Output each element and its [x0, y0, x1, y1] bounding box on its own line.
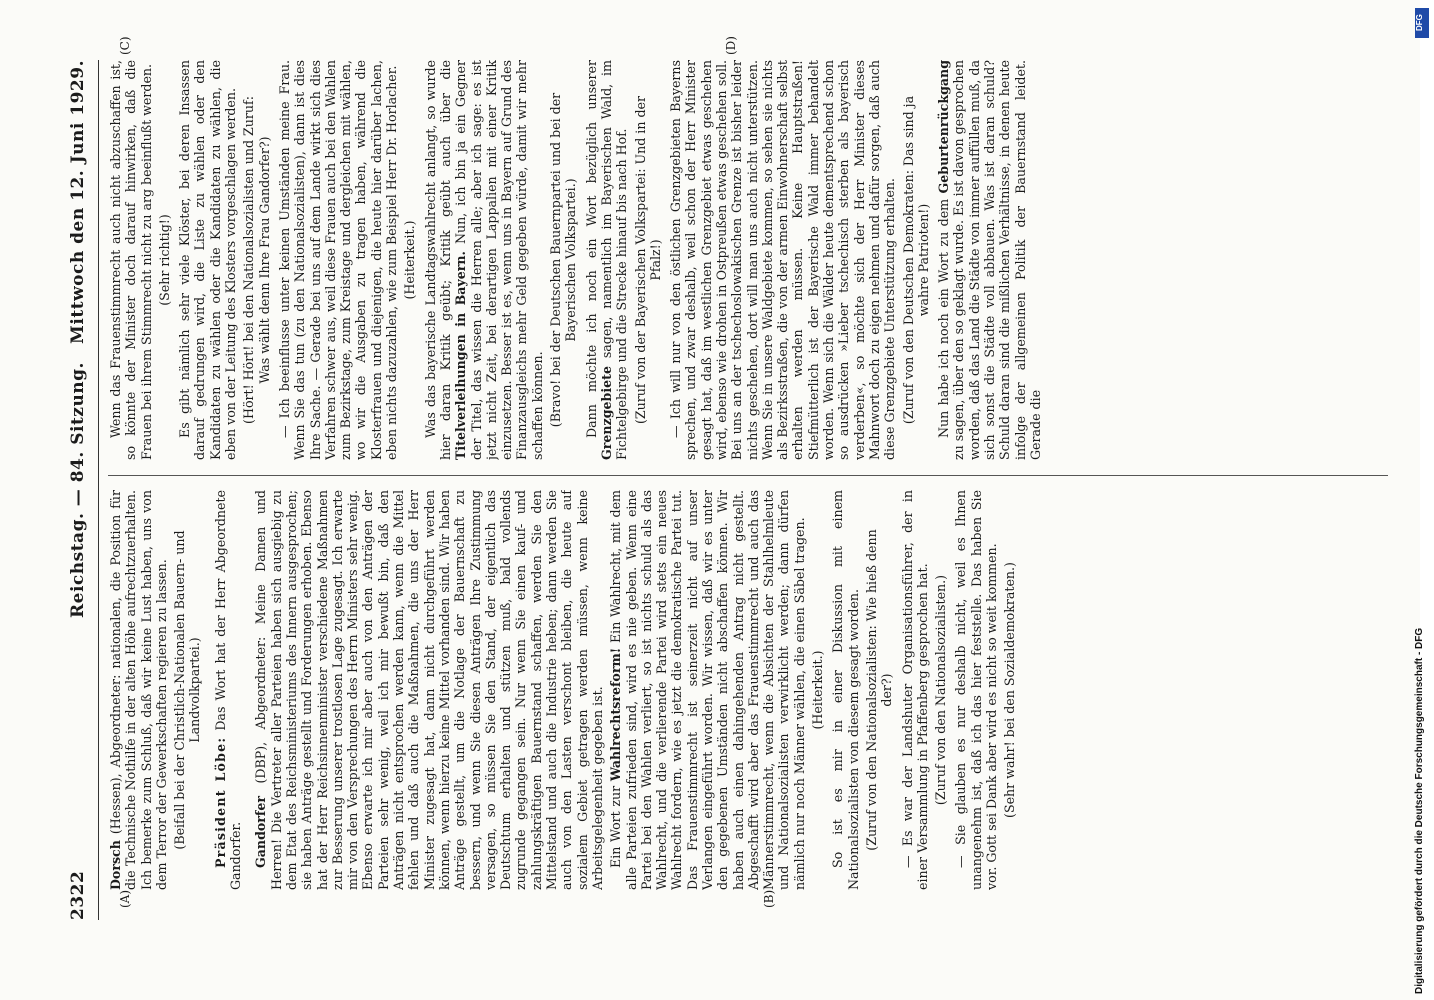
president-label: Präsident Löbe: — [212, 736, 228, 868]
paragraph — [213, 490, 244, 890]
paragraph — [108, 490, 169, 890]
paragraph-text: Nun, ich bin ja ein Gegner der Titel, das wissen die Herren alle; aber ich sage: es ist jetzt nicht Zeit, bei derartigen Lappalien mit einer Kritik einzusetzen. Besser ist es, wenn uns in Bayern auf Grund des Finanzausgleichs mehr Geld gegeben würde, damit wir mehr schaffen können. — [453, 60, 545, 460]
paragraph-text: nationalen, die Position für die Technische Nothilfe in der alten Höhe aufrechtzuerhalten. Ich bemerke zum Schluß, daß wir keine Lust haben, uns von dem Terror der Gewerkschaften regieren zu lassen. — [108, 490, 169, 890]
paragraph: Es gibt nämlich sehr viele Klöster, bei deren Insassen darauf gedrungen wird, die Liste zu wählen oder den Kandidaten zu wählen oder die Kandidaten zu wählen, die eben von der Leitung des Klosters vorgeschlagen werden. — [177, 60, 239, 460]
paragraph: Wenn das Frauenstimmrecht auch nicht abzuschaffen ist, so könnte der Minister doch darauf hinwirken, daß die Frauen bei ihrem Stimmrecht nicht zu arg beeinflußt werden. — [108, 60, 154, 460]
bold-term: Wahlrechtsreform! — [608, 647, 624, 782]
paragraph: — Es war der Landshuter Organisationsführer, der in einer Versammlung in Pfaffenberg gesprochen hat. — [899, 490, 930, 890]
paragraph: — Sie glauben es nur deshalb nicht, weil es Ihnen unangenehm ist, daß ich das hier feststelle. Das haben Sie vor. Gott sei Dank aber wird es nicht so weit kommen. — [953, 490, 1000, 890]
interjection: (Zuruf von den Deutschen Demokraten: Das sind ja wahre Patrioten!) — [900, 95, 931, 425]
paragraph — [936, 60, 1043, 460]
page-number: 2322 — [68, 870, 88, 920]
bold-term: Grenzgebiete — [598, 366, 614, 460]
paragraph-text: Das Wort hat der Herr Abgeordnete Gandorfer. — [212, 490, 244, 890]
interjection: (Bravo! bei der Deutschen Bauernpartei und bei der Bayerischen Volkspartei.) — [548, 92, 579, 428]
paragraph-text: Nun habe ich noch ein Wort zu dem — [936, 193, 952, 438]
funding-notice — [1414, 6, 1430, 994]
paragraph — [253, 490, 605, 890]
paragraph-text: sagen, namentlich im Bayerischen Wald, im Fichtelgebirge und die Strecke hinauf bis nach Hof. — [598, 60, 630, 460]
speaker-name: Dorsch — [108, 840, 123, 890]
paragraph: — Ich will nur von den östlichen Grenzgebieten Bayerns sprechen, und zwar deshalb, weil schon der Herr Minister gesagt hat, daß im westlichen Grenzgebiet etwas geschehen wird, ebenso wie drohen in Ostpreußen etwas geschehen soll. Bei uns an der tschechoslowakischen Grenze ist bisher leider nichts geschehen, dort will man uns auch nicht unterstützen. Wenn Sie in unsere Waldgebiete kommen, so sehen sie nichts als Bezirksstraßen, die von der armen Einwohnerschaft selbst erhalten werden müssen. Keine Hauptstraßen! Stiefmütterlich ist der Bayerische Wald immer behandelt worden. Wenn sich die Wälder heute dementsprechend schon so ausdrücken »Lieber tschechisch sterben als bayerisch verderben«, so möchte sich der Herr Minister dieses Mahnwort doch zu eigen nehmen und dafür sorgen, daß auch diese Grenzgebiete Unterstützung erhalten. — [668, 60, 898, 460]
bold-term: Geburtenrückgang — [936, 60, 952, 194]
left-column — [108, 490, 1388, 890]
bold-term: Titelverleihungen in Bayern. — [453, 251, 469, 460]
column-divider — [108, 475, 1388, 476]
paragraph-text: zu sagen, über den so geklagt wurde. Es ist davon gesprochen worden, daß das Land die Städte von immer auffüllen muß, da sich sonst die Städte voll abbauen. Was ist daran schuld? Schuld daran sind die mißlichen Verhältnisse, in denen heute infolge der allgemeinen Politik der Bauernstand leidet. Gerade die — [951, 60, 1043, 460]
interjection: (Zuruf von den Nationalsozialisten.) — [933, 574, 949, 806]
margin-mark-b: (B) — [762, 889, 776, 908]
speaker-meta: (Hessen), Abgeordneter: — [108, 668, 123, 841]
interjection: (Hört! Hört! bei den Nationalsozialisten und Zuruf: Was wählt denn Ihre Frau Gandorfer?) — [241, 96, 272, 424]
margin-mark-d: (D) — [724, 36, 738, 55]
paragraph — [608, 490, 807, 890]
funding-notice-text: Digitalisierung gefördert durch die Deutsche Forschungsgemeinschaft - DFG — [1414, 627, 1425, 994]
paragraph — [584, 60, 630, 460]
speaker-name: Gandorfer — [253, 796, 269, 868]
paragraph — [423, 60, 545, 460]
interjection: (Heiterkeit.) — [402, 220, 418, 300]
interjection: (Sehr richtig!) — [156, 214, 172, 306]
interjection: (Zuruf von den Nationalsozialisten: Wie hieß denn der?) — [863, 529, 895, 851]
interjection: (Beifall bei der Christlich-Nationalen Bauern- und Landvolkpartei.) — [172, 530, 203, 850]
paragraph-text: Was das bayerische Landtagswahlrecht anlangt, so wurde hier daran Kritik geübt; Kritik geübt auch über die — [422, 60, 453, 460]
paragraph: — Ich beeinflusse unter keinen Umständen meine Frau. Wenn Sie das tun (zu den Nationalsozialisten), dann ist dies Ihre Sache. — Gerade bei uns auf dem Lande wirkt sich dies Verfahren schwer aus, weil diese Frauen auch bei den Wahlen zum Bezirkstage, zum Kreistage und dergleichen mit wählen, wo wir die Ausgaben zu tragen haben, während die Klosterfrauen und diejenigen, die heute hier darüber lachen, eben nichts dazuzahlen, wie zum Beispiel Herr Dr. Horlacher. — [276, 60, 400, 460]
page-header — [68, 60, 94, 920]
paragraph-text: Dann möchte ich noch ein Wort bezüglich unserer — [583, 60, 599, 438]
margin-mark-a: (A) — [118, 889, 132, 908]
session-date: Mittwoch den 12. Juni 1929. — [68, 60, 88, 344]
margin-mark-c: (C) — [118, 36, 132, 55]
paragraph-text: Ein Wort zur — [608, 781, 624, 868]
paragraph-text: Ein Wahlrecht, mit dem alle Parteien zufrieden sind, wird es nie geben. Wenn eine Partei bei den Wahlen verliert, so ist nichts schuld als das Wahlrecht, und die verlierende Partei wird stets ein neues Wahlrecht fordern, wie es jetzt die demokratische Partei tut. Das Frauenstimmrecht ist seinerzeit nicht auf unser Verlangen eingeführt worden. Wir wissen, daß wir es unter den gegebenen Umständen nicht abschaffen können. Wir haben auch einen dahingehenden Antrag nicht gestellt. Abgeschafft wird aber das Frauenstimmrecht und auch das Männerstimmrecht, wenn die Absichten der Stahlhelmleute und Nationalsozialisten verwirklicht werden; dann dürfen nämlich nur noch Männer wählen, die einen Säbel tragen. — [608, 490, 807, 890]
session-title: Reichstag. — 84. Sitzung. — [68, 362, 88, 618]
interjection: (Sehr wahr! bei den Sozialdemokraten.) — [1002, 562, 1018, 818]
dfg-logo: DFG — [1415, 8, 1429, 38]
right-column — [108, 60, 1388, 460]
paragraph: So ist es mir in einer Diskussion mit einem Nationalsozialisten von diesem gesagt worden. — [830, 490, 861, 890]
header-rule — [98, 60, 99, 920]
interjection: (Zuruf von der Bayerischen Volkspartei: Und in der Pfalz!) — [632, 96, 663, 424]
interjection: (Heiterkeit.) — [810, 650, 826, 730]
paragraph-text: (DBP), Abgeordneter: Meine Damen und Herren! Die Vertreter aller Parteien haben sich ausgiebig zu dem Etat des Reichsministeriums des Innern ausgesprochen; sie haben Anträge gestellt und Forderungen erhoben. Ebenso hat der Herr Reichsinnenminister verschiedene Maßnahmen zur Besserung unserer trostlosen Lage zugesagt. Ich erwarte mir von den Versprechungen des Herrn Ministers sehr wenig. Ebenso erwarte ich mir aber auch von den Anträgen der Parteien sehr wenig, weil ich mir bewußt bin, daß den Anträgen nicht entsprochen werden kann, wenn die Mittel fehlen und daß auch die Maßnahmen, die uns der Herr Minister zugesagt hat, dann nicht durchgeführt werden können, wenn hierzu keine Mittel vorhanden sind. Wir haben Anträge gestellt, um die Notlage der Bauernschaft zu bessern, und wenn Sie diesen Anträgen Ihre Zustimmung versagen, so müssen Sie den Stand, der eigentlich das Deutschtum erhalten und stützen muß, bald vollends zugrunde gegangen sein. Nur wenn Sie einen kauf- und zahlungskräftigen Bauernstand schaffen, werden Sie den Mittelstand und auch die Industrie heben; dann werden Sie auch von den Lasten verschont bleiben, die heute auf sozialem Gebiet getragen werden müssen, wenn keine Arbeitsgelegenheit gegeben ist. — [253, 490, 605, 890]
